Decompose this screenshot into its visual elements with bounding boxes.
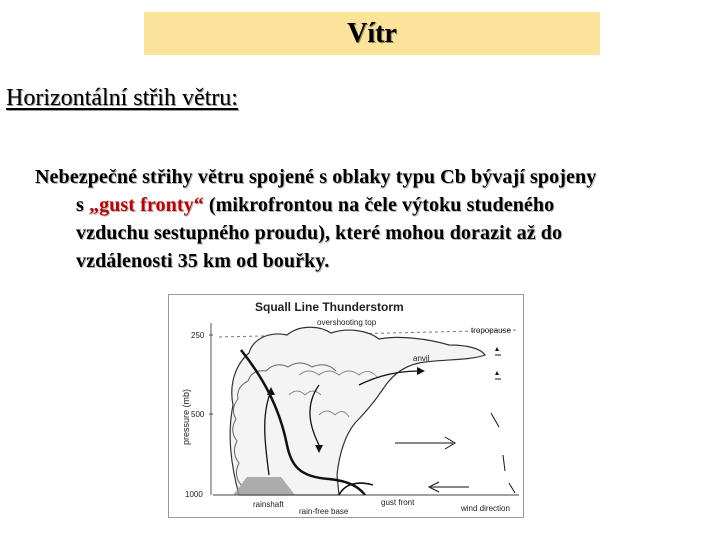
- outflow-arrowhead: [417, 367, 425, 375]
- paragraph-line-2-end: (mikrofrontou na čele výtoku studeného: [203, 194, 555, 216]
- slide-title: Vítr: [347, 17, 397, 49]
- gust-front-label: gust front: [381, 498, 415, 507]
- y-tick-500: 500: [191, 410, 205, 419]
- gust-front-term: „gust fronty“: [88, 194, 204, 216]
- squall-line-diagram: [168, 294, 524, 518]
- rain-free-base-label: rain-free base: [299, 507, 349, 516]
- paragraph-line-2: [35, 191, 715, 219]
- section-heading: Horizontální střih větru:: [6, 85, 238, 111]
- anvil-label: anvil: [413, 354, 430, 363]
- y-tick-250: 250: [191, 331, 205, 340]
- wind-direction-label: wind direction: [461, 504, 510, 513]
- wind-barb: [509, 483, 515, 493]
- y-tick-1000: 1000: [185, 490, 203, 499]
- y-axis-label: pressure (mb): [181, 388, 191, 445]
- wind-barb: [503, 455, 505, 471]
- body-paragraph: [35, 163, 715, 275]
- wind-barb-flag: [495, 347, 499, 351]
- overshooting-top-label: overshooting top: [317, 318, 377, 327]
- paragraph-line-4: vzdálenosti 35 km od bouřky.: [76, 250, 330, 272]
- diagram-title: Squall Line Thunderstorm: [255, 300, 404, 314]
- gust-front-curve: [339, 483, 373, 495]
- paragraph-line-1: Nebezpečné střihy větru spojené s oblaky typu Cb bývají spojeny: [35, 166, 597, 188]
- rainshaft-label: rainshaft: [253, 500, 284, 509]
- diagram-svg: [169, 295, 523, 517]
- paragraph-line-2-start: s: [76, 194, 89, 216]
- title-banner: [144, 12, 600, 55]
- paragraph-line-3: vzduchu sestupného proudu), které mohou dorazit až do: [76, 222, 563, 244]
- wind-barb-flag: [495, 371, 499, 375]
- tropopause-label: tropopause: [471, 326, 512, 335]
- wind-barb: [491, 413, 499, 427]
